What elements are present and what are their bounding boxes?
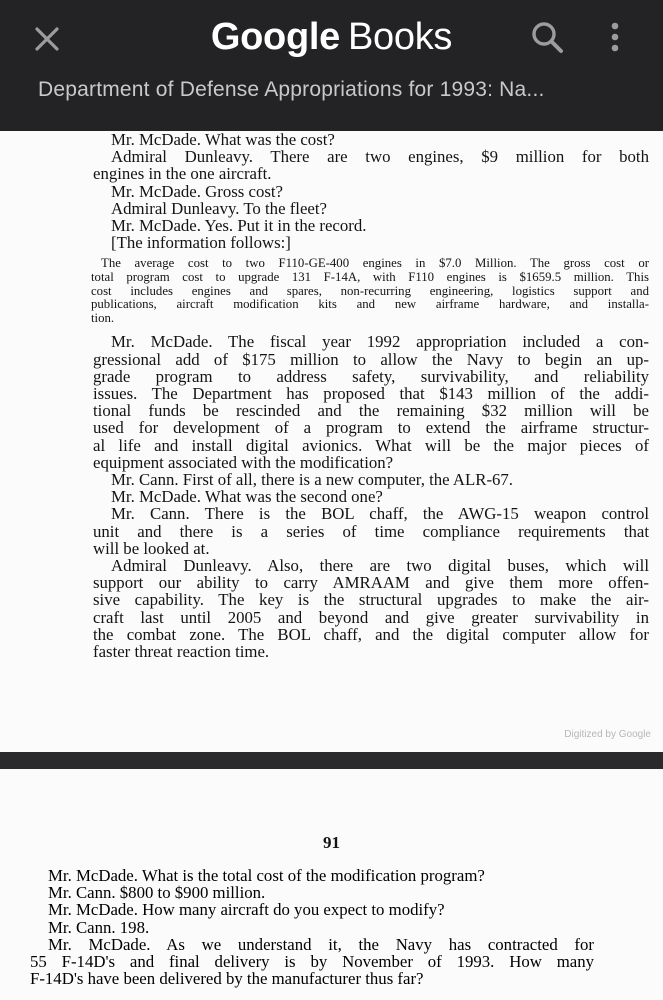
text-line: Mr. McDade. What was the second one? <box>111 487 383 507</box>
text-line: Mr. Cann. First of all, there is a new computer, the ALR-67. <box>111 470 514 490</box>
text-line: grade program to address safety, survivability, and reliability <box>93 366 649 386</box>
text-line: Admiral Dunleavy. To the fleet? <box>111 198 327 218</box>
text-line: Mr. Cann. 198. <box>48 917 150 937</box>
text-line: Admiral Dunleavy. Also, there are two digital buses, which will <box>111 556 649 576</box>
text-line: sive capability. The key is the structural upgrades to make the air- <box>93 590 649 610</box>
text-line: 55 F-14D's and final delivery is by November of 1993. How many <box>30 952 594 972</box>
text-line: support our ability to carry AMRAAM and give them more offen- <box>93 573 649 593</box>
text-line: Mr. McDade. As we understand it, the Navy has contracted for <box>48 934 594 954</box>
text-line: tion. <box>91 310 115 325</box>
text-line: publications, aircraft modification kits and new airframe hardware, and installa- <box>91 297 649 312</box>
text-line: equipment associated with the modification? <box>93 452 394 472</box>
dialogue-block <box>93 131 649 251</box>
text-line: [The information follows:] <box>111 233 291 253</box>
search-icon <box>528 18 568 58</box>
text-line: al life and install digital avionics. What will be the major pieces of <box>93 435 649 455</box>
more-options-button[interactable] <box>600 18 630 58</box>
text-line: will be looked at. <box>93 538 210 558</box>
text-line: Mr. Cann. There is the BOL chaff, the AWG-15 weapon control <box>111 504 649 524</box>
dialogue-block <box>30 867 594 987</box>
text-line: craft last until 2005 and beyond and give greater survivability in <box>93 607 649 627</box>
digitized-watermark: Digitized by Google <box>564 729 651 740</box>
search-button[interactable] <box>528 18 568 58</box>
text-line: faster threat reaction time. <box>93 642 270 662</box>
book-page-upper <box>0 131 663 752</box>
text-line: the combat zone. The BOL chaff, and the digital computer allow for <box>93 624 649 644</box>
text-line: Mr. McDade. What is the total cost of the modification program? <box>48 866 485 885</box>
page-text <box>93 131 649 660</box>
page-number: 91 <box>323 833 340 852</box>
brand-google: Google <box>210 16 340 58</box>
text-line: The average cost to two F110-GE-400 engines in $7.0 Million. The gross cost or <box>101 256 649 271</box>
text-line: engines in the one aircraft. <box>93 164 272 184</box>
text-line: total program cost to upgrade 131 F-14A, with F110 engines is $1659.5 million. This <box>91 270 649 285</box>
more-vert-icon <box>600 18 630 58</box>
text-line: used for development of a program to extend the airframe structur- <box>93 418 649 438</box>
text-line: Mr. McDade. What was the cost? <box>111 130 335 149</box>
text-line: Mr. McDade. Gross cost? <box>111 181 283 201</box>
record-insert <box>93 257 649 325</box>
text-line: tional funds be rescinded and the remaining $32 million will be <box>93 401 649 421</box>
text-line: unit and there is a series of time compliance requirements that <box>93 521 649 541</box>
text-line: Mr. McDade. How many aircraft do you expect to modify? <box>48 900 445 920</box>
text-line: gressional add of $175 million to allow the Navy to begin an up- <box>93 349 649 369</box>
book-title: Department of Defense Appropriations for 1993: Na... <box>38 78 545 101</box>
brand-books: Books <box>347 16 453 58</box>
text-line: Mr. McDade. The fiscal year 1992 appropriation included a con- <box>111 332 649 352</box>
book-page-lower <box>0 769 663 1000</box>
text-line: Mr. Cann. $800 to $900 million. <box>48 883 266 903</box>
text-line: cost includes engines and spares, non-recurring engineering, logistics support and <box>91 283 649 298</box>
text-line: issues. The Department has proposed that $143 million of the addi- <box>93 384 649 403</box>
app-bar <box>0 0 663 131</box>
text-line: Admiral Dunleavy. There are two engines, $9 million for both <box>111 147 649 167</box>
dialogue-block <box>93 333 649 660</box>
text-line: Mr. McDade. Yes. Put it in the record. <box>111 216 367 236</box>
text-line: F-14D's have been delivered by the manufacturer thus far? <box>30 969 424 989</box>
